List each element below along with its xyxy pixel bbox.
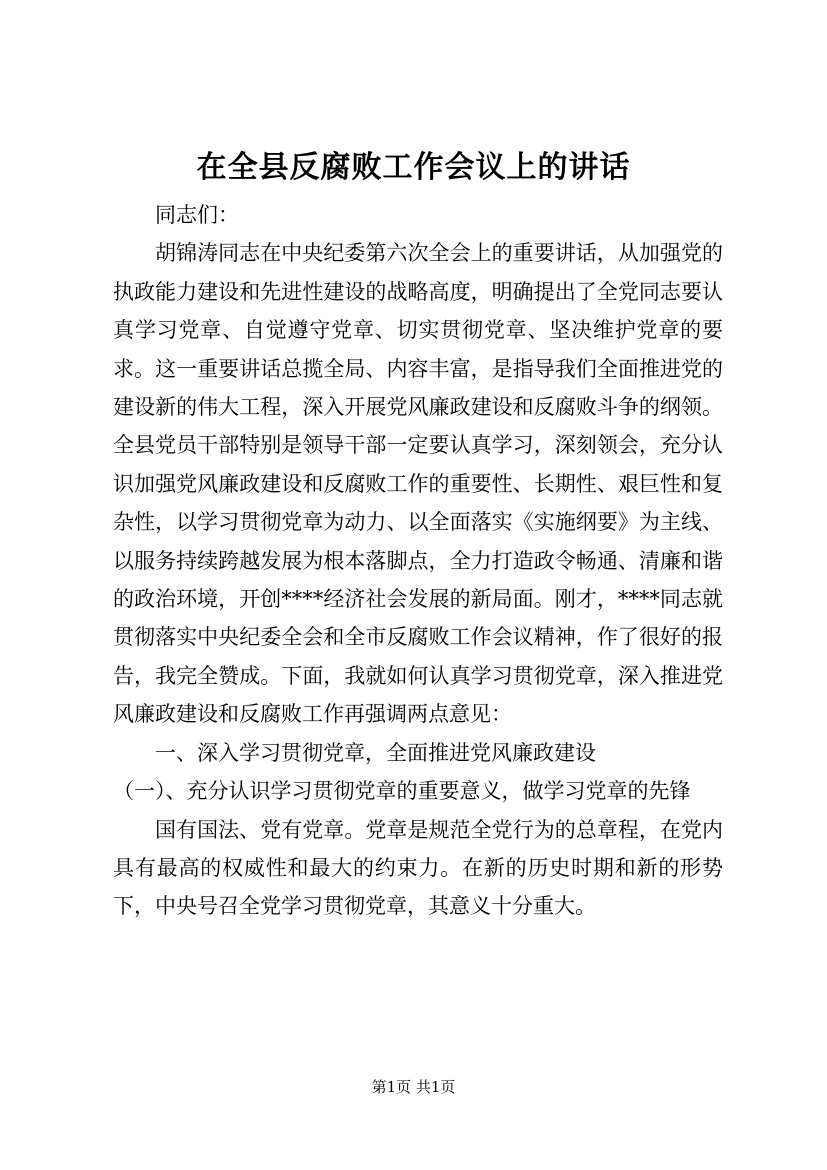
- body-paragraph: 胡锦涛同志在中央纪委第六次全会上的重要讲话，从加强党的执政能力建设和先进性建设的战略高度，明确提出了全党同志要认真学习党章、自觉遵守党章、切实贯彻党章、坚决维护党章的要求。这一重要讲话总揽全局、内容丰富，是指导我们全面推进党的建设新的伟大工程，深入开展党风廉政建设和反腐败斗争的纲领。全县党员干部特别是领导干部一定要认真学习，深刻领会，充分认识加强党风廉政建设和反腐败工作的重要性、长期性、艰巨性和复杂性，以学习贯彻党章为动力、以全面落实《实施纲要》为主线、以服务持续跨越发展为根本落脚点，全力打造政令畅通、清廉和谐的政治环境，开创****经济社会发展的新局面。刚才，****同志就贯彻落实中央纪委全会和全市反腐败工作会议精神，作了很好的报告，我完全赞成。下面，我就如何认真学习贯彻党章，深入推进党风廉政建设和反腐败工作再强调两点意见：: [113, 241, 723, 727]
- page-footer: 第1页 共1页: [371, 1078, 456, 1096]
- document-title: 在全县反腐败工作会议上的讲话: [196, 150, 631, 185]
- body-paragraph: 国有国法、党有党章。党章是规范全党行为的总章程，在党内具有最高的权威性和最大的约束力。在新的历史时期和新的形势下，中央号召全党学习贯彻党章，其意义十分重大。: [113, 817, 723, 919]
- subsection-heading: （一）、充分认识学习贯彻党章的重要意义，做学习党章的先锋: [113, 779, 691, 804]
- section-heading: 一、深入学习贯彻党章，全面推进党风廉政建设: [155, 740, 596, 765]
- document-body: [113, 196, 723, 926]
- salutation-paragraph: 同志们：: [155, 203, 239, 227]
